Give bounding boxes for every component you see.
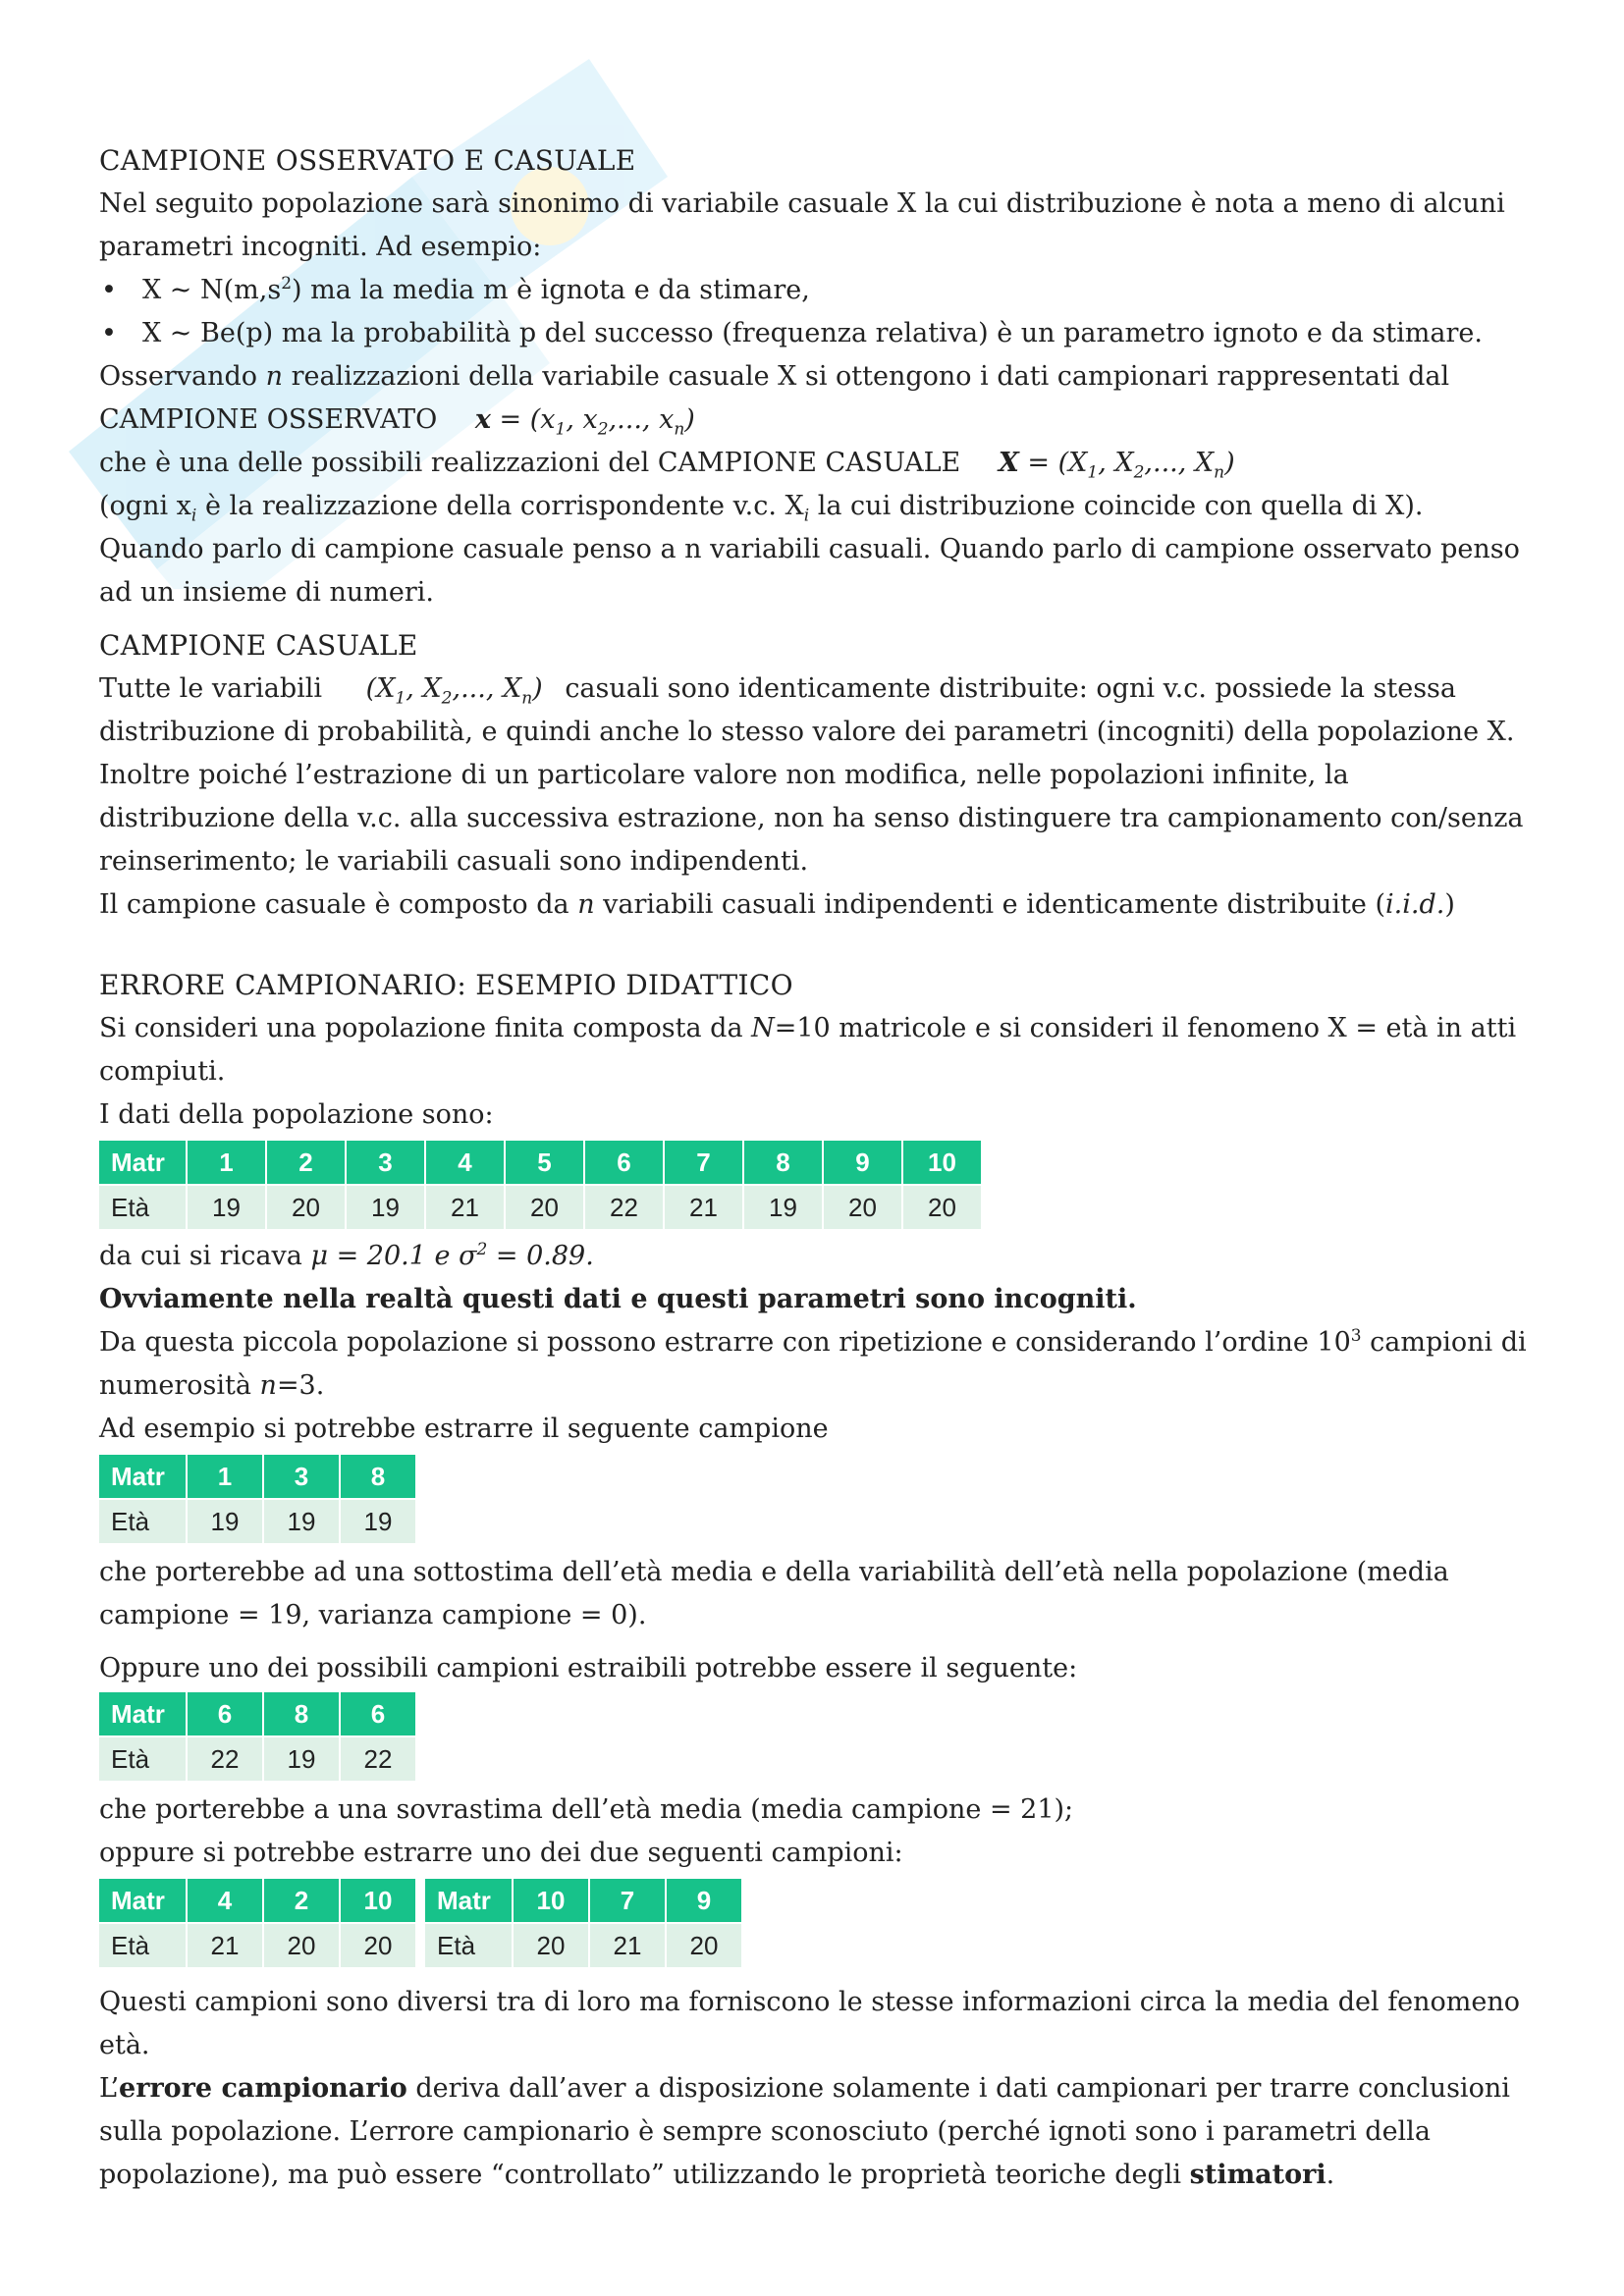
population-table — [97, 1141, 983, 1229]
sample-table-1 — [97, 1455, 417, 1543]
iid-paragraph: Il campione casuale è composto da n variabili casuali indipendenti e identicamente distribuite (i.i.d.) — [99, 889, 1455, 920]
realization-note: (ogni $x_i$ è la realizzazione della corrispondente v.c. $X_i$ la cui distribuzione coincide con quella di X). — [99, 491, 1424, 526]
table-row: Età 22 19 22 — [99, 1735, 415, 1781]
section-title-campione-casuale: CAMPIONE CASUALE — [99, 629, 418, 662]
sample-table-2 — [97, 1692, 417, 1781]
different-samples-paragraph: Questi campioni sono diversi tra di loro ma forniscono le stesse informazioni circa la media del fenomeno età. — [99, 1987, 1521, 2060]
list-item: • X ~ Be(p) ma la probabilità p del successo (frequenza relativa) è un parametro ignoto e da stimare. — [99, 312, 1533, 355]
intro-paragraph: Nel seguito popolazione sarà sinonimo di variabile casuale X la cui distribuzione è nota a meno di alcuni parametri incogniti. Ad esempio: — [99, 188, 1505, 262]
extraction-paragraph: Da questa piccola popolazione si possono estrarre con ripetizione e considerando l’ordine $10^3$ campioni di numerosità n=3. — [99, 1326, 1527, 1401]
table-header-row: Matr 1 3 8 — [99, 1455, 415, 1498]
section-title-campione-osservato: CAMPIONE OSSERVATO E CASUALE — [99, 144, 636, 177]
table-row: Età 20 21 20 — [425, 1922, 741, 1967]
observing-paragraph: Osservando n realizzazioni della variabile casuale X si ottengono i dati campionari rappresentati dal — [99, 361, 1450, 392]
overestimate-line: che porterebbe a una sovrastima dell’età media (media campione = 21); — [99, 1794, 1074, 1825]
sample-tables-pair — [99, 1875, 1533, 1973]
section-title-errore-campionario: ERRORE CAMPIONARIO: ESEMPIO DIDATTICO — [99, 969, 793, 1001]
list-item: • X ~ $N(m,s^2)$ ma la media m è ignota e da stimare, — [99, 269, 1533, 312]
variables-paragraph: Tutte le variabili ($X_1$, $X_2$,..., $X_n$) casuali sono identicamente distribuite: ogni v.c. possiede la stessa distribuzione di probabilità, e quindi anche lo stesso valore dei parametri (incogniti) della popolazione X. — [99, 673, 1515, 747]
table-row: Età 19 20 19 21 20 22 21 19 20 20 — [99, 1184, 981, 1229]
table-header-row: Matr 6 8 6 — [99, 1692, 415, 1735]
variables-formula: ($X_1$, $X_2$,..., $X_n$) — [365, 673, 543, 709]
when-paragraph: Quando parlo di campione casuale penso a n variabili casuali. Quando parlo di campione osservato penso ad un insieme di numeri. — [99, 534, 1520, 608]
sampling-error-paragraph: L’errore campionario deriva dall’aver a disposizione solamente i dati campionari per trarre conclusioni sulla popolazione. L’errore campionario è sempre sconosciuto (perché ignoti sono i parametri della popolazione), ma può essere “controllato” utilizzando le proprietà teoriche degli stimatori. — [99, 2073, 1510, 2190]
random-sample-formula: $X = (X_1$, $X_2$,..., $X_n$) — [998, 448, 1235, 483]
random-sample-line: che è una delle possibili realizzazioni del CAMPIONE CASUALE $X = (X_1$, $X_2$,..., $X_n$) — [99, 442, 1533, 485]
examples-list — [99, 269, 1533, 355]
table-row: Età 21 20 20 — [99, 1922, 415, 1967]
example-line: Ad esempio si potrebbe estrarre il seguente campione — [99, 1414, 829, 1444]
independence-paragraph: Inoltre poiché l’estrazione di un particolare valore non modifica, nelle popolazioni infinite, la distribuzione della v.c. alla successiva estrazione, non ha senso distinguere tra campionamento con/senza reinserimento; le variabili casuali sono indipendenti. — [99, 760, 1524, 877]
or-one-line: Oppure uno dei possibili campioni estraibili potrebbe essere il seguente: — [99, 1653, 1078, 1683]
population-data-label: I dati della popolazione sono: — [99, 1099, 494, 1130]
document-page — [99, 139, 1533, 2197]
derived-parameters: da cui si ricava μ = 20.1 e $\sigma^2 = 0.89$. — [99, 1240, 594, 1271]
or-two-line: oppure si potrebbe estrarre uno dei due seguenti campioni: — [99, 1838, 903, 1868]
table-row: Età 19 19 19 — [99, 1498, 415, 1543]
sample-table-4 — [423, 1879, 743, 1967]
table-header-row: Matr 10 7 9 — [425, 1879, 741, 1922]
obvious-note: Ovviamente nella realtà questi dati e questi parametri sono incogniti. — [99, 1284, 1137, 1314]
underestimate-paragraph: che porterebbe ad una sottostima dell’età media e della variabilità dell’età nella popolazione (media campione = 19, varianza campione = 0). — [99, 1557, 1449, 1630]
sample-table-3 — [97, 1879, 417, 1967]
table-header-row: Matr 4 2 10 — [99, 1879, 415, 1922]
observed-sample-formula: $x = (x_1$, $x_2$,..., $x_n$) — [474, 404, 695, 440]
table-header-row: Matr 1 2 3 4 5 6 7 8 9 10 — [99, 1141, 981, 1184]
population-paragraph: Si consideri una popolazione finita composta da N=10 matricole e si consideri il fenomeno X = età in atti compiuti. — [99, 1013, 1517, 1087]
observed-sample-line: CAMPIONE OSSERVATO $x = (x_1$, $x_2$,..., $x_n$) — [99, 399, 1533, 442]
